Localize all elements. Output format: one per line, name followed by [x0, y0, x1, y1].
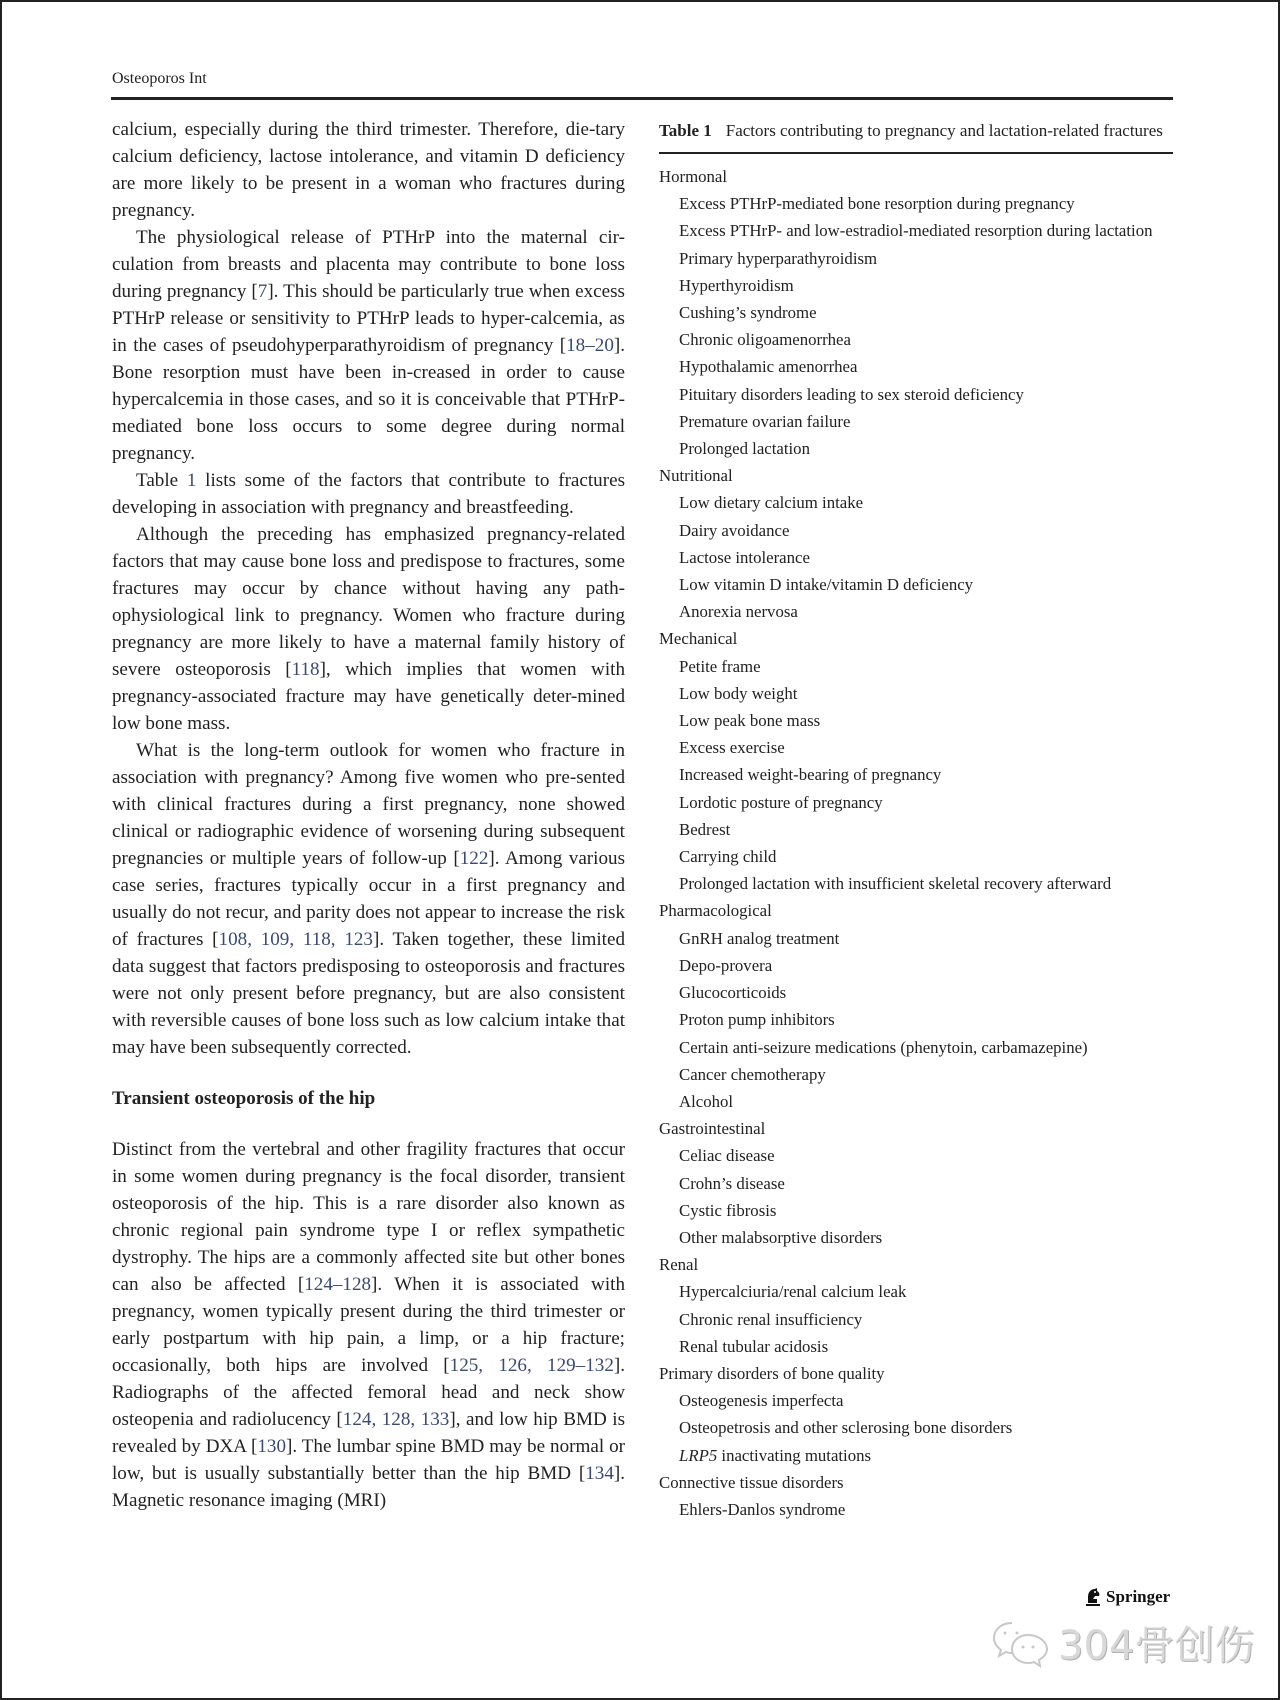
journal-running-head: Osteoporos Int: [112, 70, 207, 87]
table-item-row: Carrying child: [679, 847, 777, 867]
table-item-row: Hyperthyroidism: [679, 275, 794, 295]
item-text: inactivating mutations: [717, 1445, 872, 1465]
citation-link[interactable]: 124, 128, 133: [342, 1409, 450, 1430]
body-paragraph: [112, 467, 625, 521]
paragraph-text: ]. Among various case series, fractures typically occur in a first pregnancy and usually do not recur, and parity does not appear to increase the risk of fractures [: [112, 848, 625, 950]
table-item-row: Primary hyperparathyroidism: [679, 248, 878, 268]
body-paragraph: [112, 116, 625, 224]
table-item-row: Osteopetrosis and other sclerosing bone disorders: [679, 1418, 1013, 1438]
body-paragraphs: [112, 116, 625, 1061]
citation-link[interactable]: 125, 126, 129–132: [449, 1355, 614, 1376]
table-item-row: Certain anti-seizure medications (phenytoin, carbamazepine): [679, 1037, 1088, 1057]
table-category-row: Gastrointestinal: [659, 1119, 766, 1139]
paragraph-text: ]. Bone resorption must have been in-creased in order to cause hypercalcemia in those cases, and so it is conceivable that PTHrP-mediated bone loss occurs to some degree during normal pregnancy.: [112, 335, 625, 464]
paragraph-text: Distinct from the vertebral and other fragility fractures that occur in some women during pregnancy is the focal disorder, transient osteoporosis of the hip. This is a rare disorder also known as chronic regional pain syndrome type I or reflex sympathetic dystrophy. The hips are a commonly affected site but other bones can also be affected [: [112, 1139, 625, 1295]
table-item-row: Chronic oligoamenorrhea: [679, 330, 851, 350]
springer-horse-icon: [1084, 1587, 1102, 1607]
table-item-row: Alcohol: [679, 1091, 734, 1111]
table-category-row: Nutritional: [659, 466, 733, 486]
table-item-row: Low body weight: [679, 683, 798, 703]
table-item-row: Pituitary disorders leading to sex steroid deficiency: [679, 384, 1024, 404]
section-heading: Transient osteoporosis of the hip: [112, 1088, 376, 1109]
publisher-name: Springer: [1106, 1587, 1171, 1606]
table-item-row: Low dietary calcium intake: [679, 493, 864, 513]
table-item-row: Excess PTHrP-mediated bone resorption during pregnancy: [679, 194, 1075, 214]
table-item-row: Cystic fibrosis: [679, 1200, 777, 1220]
table-item-row: Depo-provera: [679, 955, 773, 975]
springer-logo: [1084, 1587, 1170, 1607]
wechat-chat-bubbles-icon: [992, 1617, 1050, 1669]
table-item-row: [659, 1442, 1173, 1469]
table-category-row: Renal: [659, 1255, 699, 1275]
table-item-row: Hypercalciuria/renal calcium leak: [679, 1282, 907, 1302]
table-item-row: Celiac disease: [679, 1146, 775, 1166]
paragraph-text: calcium, especially during the third trimester. Therefore, die-tary calcium deficiency, lactose intolerance, and vitamin D deficiency are more likely to be present in a woman who fractures during pregnancy.: [112, 119, 625, 221]
header-rule: [111, 97, 1173, 100]
paragraph-text: Although the preceding has emphasized pregnancy-related factors that may cause bone loss and predispose to fractures, some fractures may occur by chance without having any path-ophysiological link to pregnancy. Women who fracture during pregnancy are more likely to have a maternal family history of severe osteoporosis [: [112, 524, 625, 680]
paragraph-text: ], which implies that women with pregnancy-associated fracture may have genetically deter-mined low bone mass.: [112, 659, 625, 734]
table-caption-text: Factors contributing to pregnancy and lactation-related fractures: [725, 121, 1163, 140]
table-item-row: GnRH analog treatment: [679, 928, 840, 948]
table-category-row: Connective tissue disorders: [659, 1472, 844, 1492]
body-paragraph: [112, 224, 625, 467]
table-item-row: Lordotic posture of pregnancy: [679, 792, 883, 812]
table-top-rule: [659, 152, 1173, 154]
watermark-text: 304骨创伤: [1058, 1623, 1255, 1669]
section-body: [112, 1136, 625, 1514]
citation-link[interactable]: 18–20: [566, 335, 614, 356]
table-item-row: Other malabsorptive disorders: [679, 1227, 883, 1247]
table-item-row: Prolonged lactation with insufficient skeletal recovery afterward: [679, 874, 1112, 894]
table-item-row: Cancer chemotherapy: [679, 1064, 826, 1084]
table-item-row: Glucocorticoids: [679, 983, 787, 1003]
gene-name: LRP5: [679, 1445, 718, 1465]
paragraph-text: ]. Radiographs of the affected femoral head and neck show osteopenia and radiolucency [: [112, 1355, 626, 1430]
citation-link[interactable]: 124–128: [304, 1274, 372, 1295]
body-paragraph: [112, 737, 625, 1061]
table-body: [659, 163, 1173, 1523]
citation-link[interactable]: 118: [291, 659, 320, 680]
table-item-row: Petite frame: [679, 656, 761, 676]
citation-link[interactable]: 7: [257, 281, 268, 302]
body-paragraph: [112, 521, 625, 737]
citation-link[interactable]: 1: [186, 470, 197, 491]
left-column: [112, 116, 625, 1514]
body-paragraph: [112, 1136, 625, 1514]
citation-link[interactable]: 108, 109, 118, 123: [218, 929, 373, 950]
table-item-row: Crohn’s disease: [679, 1173, 785, 1193]
table-category-row: Pharmacological: [659, 901, 772, 921]
watermark: [992, 1614, 1254, 1671]
table-item-row: Renal tubular acidosis: [679, 1336, 829, 1356]
table-item-row: Excess exercise: [679, 738, 785, 758]
table-item-row: Cushing’s syndrome: [679, 303, 817, 323]
paragraph-text: ]. Taken together, these limited data suggest that factors predisposing to osteoporosis and fractures were not only present before pregnancy, but are also consistent with reversible causes of bone loss such as low calcium intake that may have been subsequently corrected.: [112, 929, 626, 1058]
table-1: [659, 120, 1173, 1523]
table-item-row: Osteogenesis imperfecta: [679, 1391, 844, 1411]
paragraph-text: ]. This should be particularly true when excess PTHrP release or sensitivity to PTHrP leads to hyper-calcemia, as in the cases of pseudohyperparathyroidism of pregnancy [: [112, 281, 625, 356]
paragraph-text: Table: [136, 470, 187, 491]
table-item-row: Low peak bone mass: [679, 711, 821, 731]
table-item-row: Dairy avoidance: [679, 520, 790, 540]
table-item-row: Hypothalamic amenorrhea: [679, 357, 858, 377]
paragraph-text: ]. The lumbar spine BMD may be normal or low, but is usually substantially better than the hip BMD [: [112, 1436, 625, 1484]
table-item-row: Ehlers-Danlos syndrome: [679, 1499, 846, 1519]
table-label: Table 1: [659, 121, 712, 140]
citation-link[interactable]: 134: [585, 1463, 614, 1484]
table-item-row: Anorexia nervosa: [679, 602, 798, 622]
table-item-row: Bedrest: [679, 819, 731, 839]
table-item-row: Chronic renal insufficiency: [679, 1309, 863, 1329]
table-item-row: Premature ovarian failure: [679, 411, 851, 431]
paragraph-text: The physiological release of PTHrP into the maternal cir-culation from breasts and placenta may contribute to bone loss during pregnancy [: [112, 227, 625, 302]
paragraph-text: lists some of the factors that contribute to fractures developing in association with pregnancy and breastfeeding.: [112, 470, 625, 518]
table-item-row: Increased weight-bearing of pregnancy: [679, 765, 942, 785]
table-item-row: Lactose intolerance: [679, 547, 810, 567]
table-item-row: Prolonged lactation: [679, 439, 810, 459]
paragraph-text: ], and low hip BMD is revealed by DXA [: [112, 1409, 626, 1457]
table-caption: [659, 120, 1173, 152]
paragraph-text: ]. When it is associated with pregnancy, women typically present during the third trimester or early postpartum with hip pain, a limp, or a hip fracture; occasionally, both hips are involved [: [112, 1274, 625, 1376]
table-category-row: Hormonal: [659, 167, 728, 186]
citation-link[interactable]: 122: [459, 848, 489, 869]
citation-link[interactable]: 130: [257, 1436, 286, 1457]
table-item-row: Proton pump inhibitors: [679, 1010, 835, 1030]
table-category-row: Primary disorders of bone quality: [659, 1363, 885, 1383]
table-category-row: Mechanical: [659, 629, 738, 649]
paragraph-text: What is the long-term outlook for women who fracture in association with pregnancy? Among five women who pre-sented with clinical fractures during a first pregnancy, none showed clinical or radiographic evidence of worsening during subsequent pregnancies or multiple years of follow-up [: [112, 740, 625, 869]
table-item-row: Low vitamin D intake/vitamin D deficiency: [679, 575, 974, 595]
table-item-row: Excess PTHrP- and low-estradiol-mediated resorption during lactation: [679, 221, 1153, 241]
paragraph-text: ]. Magnetic resonance imaging (MRI): [112, 1463, 625, 1511]
